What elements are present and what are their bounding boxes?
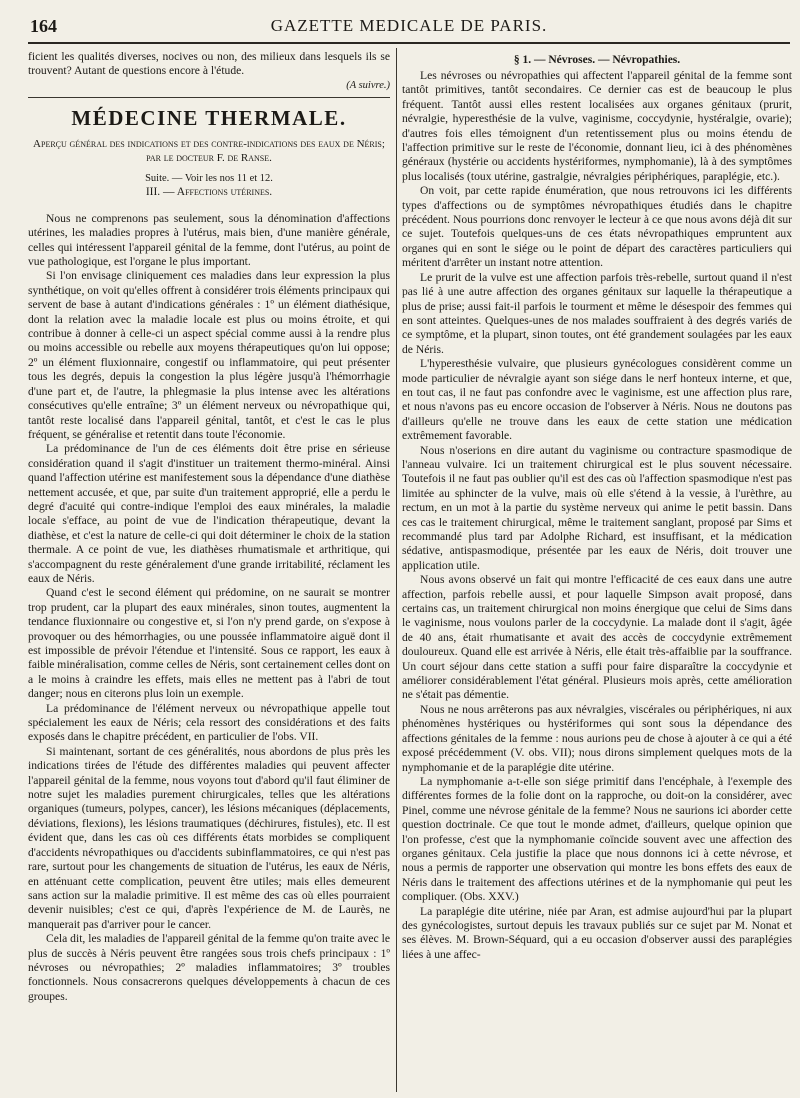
body-paragraph: La prédominance de l'un de ces éléments doit être prise en sérieuse considération quand il s'agit d'instituer un traitement thermo-minéral. Ainsi quand l'affection utérine est manifestement sous la dépendance d'une diathèse nettement accusée, et que, par suite d'un traitement approprié, elle a perdu le degré d'acuité qui contre-indique l'emploi des eaux minérales, la maladie locale s'efface, au point de vue de l'indication thérapeutique, devant la diathèse, et c'est la nature de celle-ci qui doit déterminer le choix de la station thermale. A ce point de vue, les diathèses rhumatismale et arthritique, qui s'accompagnent du reste généralement d'une grande irritabilité, réclament les eaux de Néris. xyxy=(28,442,390,585)
column-divider xyxy=(396,48,397,1092)
left-column xyxy=(28,50,390,1094)
page-number: 164 xyxy=(30,16,57,36)
body-paragraph: Quand c'est le second élément qui prédomine, on ne saurait se montrer trop prudent, car la plupart des eaux minérales, sinon toutes, augmentent la tendance fluxionnaire ou congestive et, si l'on n'y prend garde, on s'expose à provoquer ou des hémorrhagies, ou une poussée inflammatoire aiguë dont il est impossible de prévoir l'étendue et l'intensité. Sous ce rapport, les eaux à faible minéralisation, comme celles de Néris, sont certainement celles dont on a le moins à craindre les effets, mais elles ne mettent pas à l'abri de tout danger; nous en citerons plus loin un exemple. xyxy=(28,586,390,701)
body-paragraph: Cela dit, les maladies de l'appareil génital de la femme qu'on traite avec le plus de succès à Néris peuvent être rangées sous trois chefs principaux : 1º névroses ou névropathies; 2º maladies inflammatoires; 3º troubles fonctionnels. Nous consacrerons quelques développements à chacun de ces groupes. xyxy=(28,932,390,1003)
body-paragraph: Nous n'oserions en dire autant du vaginisme ou contracture spasmodique de l'anneau vulvaire. Ici un traitement chirurgical est le plus souvent nécessaire. Toutefois il ne faut pas oublier qu'il est des cas où l'affection spasmodique n'est pas limitée au sphincter de la vulve, mais où elle s'étend à la vessie, à l'urèthre, au rectum, en un mot à la partie du système nerveux qui anime le petit bassin. Dans ces cas le traitement chirurgical, même le traitement sanglant, proposé par Sims et recommandé plus tard par Adolphe Richard, est insuffisant, et la médication sédative, antispasmodique, présentée par les eaux de Néris, doit trouver une application utile. xyxy=(402,443,792,572)
page-header xyxy=(28,14,790,44)
body-paragraph: Nous avons observé un fait qui montre l'efficacité de ces eaux dans une autre affection, parfois rebelle aussi, et pour laquelle Simpson avait proposé, dans certains cas, un traitement chirurgical non moins énergique que celui de Sims dans le vaginisme, nous voulons parler de la coccydynie. La malade dont il s'agit, âgée de 40 ans, était rhumatisante et avait des accès de coccydynie extrêmement douloureux. Quand elle est arrivée à Néris, elle était très-affaiblie par la souffrance. Un court séjour dans cette station a suffi pour faire disparaître la coccydynie et améliorer considérablement l'état général. Plusieurs mois après, cette amélioration ne s'était pas démentie. xyxy=(402,573,792,702)
section-rule xyxy=(28,97,390,98)
body-paragraph: La nymphomanie a-t-elle son siége primitif dans l'encéphale, à l'exemple des différentes formes de la folie dont on la rapproche, ou doit-on la considérer, avec Pinel, comme une névrose génitale de la femme? Nous ne saurions ici aborder cette question doctrinale. Ce que tout le monde admet, d'ailleurs, quelque opinion que l'on professe, c'est que la nymphomanie coïncide souvent avec une affection des organes génitaux. Cela justifie la place que nous donnons ici à cette névrose, et nous a permis de rapporter une observation qui montre les bons effets des eaux de Néris dans le traitement des affections utérines et de la nymphomanie qui peut les compliquer. (Obs. XXV.) xyxy=(402,774,792,904)
body-paragraph: Si maintenant, sortant de ces généralités, nous abordons de plus près les indications tirées de l'étude des différentes maladies qui peuvent affecter l'appareil génital de la femme, nous voyons tout d'abord qu'il faut éliminer de notre sujet les maladies purement chirurgicales, telles que les altérations organiques (tumeurs, polypes, cancer), les lésions mécaniques (déplacements, déviations, flexions), les lésions traumatiques (déchirures, fistules), etc. Il est évident que, dans les cas où ces différents états morbides se compliquent d'accidents névropathiques ou d'accidents subinflammatoires, ce qui n'est pas rare, surtout pour les changements de situation de l'utérus, les eaux de Néris, en atténuant cette complication, peuvent être utiles; mais elles demeurent sans action sur la maladie primitive. Il est même des cas où elles pourraient devenir nuisibles; c'est ce qui, d'après l'expérience de M. de Laurès, ne manquerait pas d'arriver pour le cancer. xyxy=(28,744,390,931)
body-paragraph: La paraplégie dite utérine, niée par Aran, est admise aujourd'hui par la plupart des gynécologistes, surtout depuis les travaux publiés sur ce sujet par M. Nonat et ses élèves. M. Brown-Séquard, qui a eu occasion d'observer aussi des paraplégies liées à une affec- xyxy=(402,904,792,961)
to-be-continued-note: (A suivre.) xyxy=(346,79,390,91)
continued-paragraph: ficient les qualités diverses, nocives ou non, des milieux dans lesquels ils se trouvent? Autant de questions encore à l'étude. xyxy=(28,50,390,78)
chapter-heading: III. — Affections utérines. xyxy=(145,185,273,198)
body-paragraph: Nous ne comprenons pas seulement, sous la dénomination d'affections utérines, les maladies propres à l'utérus, mais bien, d'une manière générale, celles qui intéressent l'appareil génital de la femme, dont l'utérus, au point de vue pathologique, est l'organe le plus important. xyxy=(28,211,390,269)
body-paragraph: La prédominance de l'élément nerveux ou névropathique appelle tout spécialement les eaux de Néris; cela ressort des considérations et des faits exposés dans le chapitre précédent, en particulier de l'obs. VII. xyxy=(28,701,390,744)
body-paragraph: On voit, par cette rapide énumération, que nous retrouvons ici les différents types d'affections ou de symptômes névropathiques étudiés dans le chapitre précédent. Nous pourrions donc renvoyer le lecteur à ce que nous avons déjà dit sur ce sujet. Toutefois quelques-uns de ces états névropathiques empruntent aux organes qui en sont le siége ou le point de départ des caractères particuliers qui méritent d'arrêter un instant notre attention. xyxy=(402,184,792,270)
journal-title: GAZETTE MEDICALE DE PARIS. xyxy=(270,16,548,35)
subsection-heading: § 1. — Névroses. — Névropathies. xyxy=(513,54,681,66)
body-paragraph: Les névroses ou névropathies qui affectent l'appareil génital de la femme sont tantôt primitives, tantôt secondaires. Ce dernier cas est de beaucoup le plus fréquent. Tantôt aussi elles restent localisées aux organes génitaux (prurit, névralgie, hyperesthésie de la vulve, vaginisme, coccydynie, hystéralgie, ovarie); d'autres fois elles témoignent d'un retentissement plus ou moins étendu de l'affection primitive sur le reste de l'économie, donnant lieu, ici à des phénomènes généraux (hystérie ou accidents hystériformes, nymphomanie), là à des symptômes plus localisés (toux utérine, gastralgie, névralgies périphériques, paraplégie, etc.). xyxy=(402,69,792,183)
body-paragraph: Le prurit de la vulve est une affection parfois très-rebelle, surtout quand il n'est pas lié à une autre affection des organes génitaux sur laquelle la thérapeutique a plus de prise; aussi fait-il parfois le tourment et même le désespoir des femmes qui en sont atteintes. Quelques-unes de nos malades souffraient à des degrés variés de ce symptôme, et la plupart, sinon toutes, ont été grandement soulagées par les eaux de Néris. xyxy=(402,270,792,356)
suite-reference: Suite. — Voir les nos 11 et 12. xyxy=(145,172,273,184)
body-paragraph: L'hyperesthésie vulvaire, que plusieurs gynécologues considèrent comme un mode particulier de névralgie ayant son siége dans le nerf honteux interne, et que, en tout cas, il ne faut pas confondre avec le vaginisme, est une affection plus rare, et nous n'avons pas eu encore occasion de l'observer à Néris. Nous ne doutons pas d'ailleurs qu'elle ne trouve dans les eaux de cette station une médication extrêmement favorable. xyxy=(402,357,792,443)
body-paragraph: Nous ne nous arrêterons pas aux névralgies, viscérales ou périphériques, ni aux phénomènes hystériques ou hystériformes qui sont sous la dépendance des affections génitales de la femme : nous aurions peu de chose à ajouter à ce qui a été exposé précédemment (V. obs. VII); nous dirons simplement quelques mots de la nymphomanie et de la paraplégie dite utérine. xyxy=(402,702,792,774)
right-column xyxy=(402,50,792,1094)
article-subtitle: Aperçu général des indications et des contre-indications des eaux de Néris; par le docteur F. de Ranse. xyxy=(33,137,385,164)
body-paragraph: Si l'on envisage cliniquement ces maladies dans leur expression la plus synthétique, on voit qu'elles offrent à considérer trois éléments principaux qui servent de base à autant d'indications générales : 1º un élément diathésique, dont la relation avec la maladie locale est plus ou moins étroite, et qui contribue à donner à celle-ci un aspect spécial comme aussi à la rendre plus ou moins accessible ou rebelle aux moyens thérapeutiques qu'on lui oppose; 2º un élément fluxionnaire, congestif ou inflammatoire, qui peut présenter tous les degrés, depuis la congestion la plus légère jusqu'à l'hémorrhagie d'une part et, de l'autre, la phlegmasie la plus intense avec les altérations consécutives qu'elle entraîne; 3º un élément nerveux ou névropathique qui, tantôt reste localisé dans l'appareil génital, tantôt, et c'est le cas le plus fréquent, se généralise et retentit dans toute l'économie. xyxy=(28,269,390,441)
section-title: MÉDECINE THERMALE. xyxy=(71,105,347,130)
